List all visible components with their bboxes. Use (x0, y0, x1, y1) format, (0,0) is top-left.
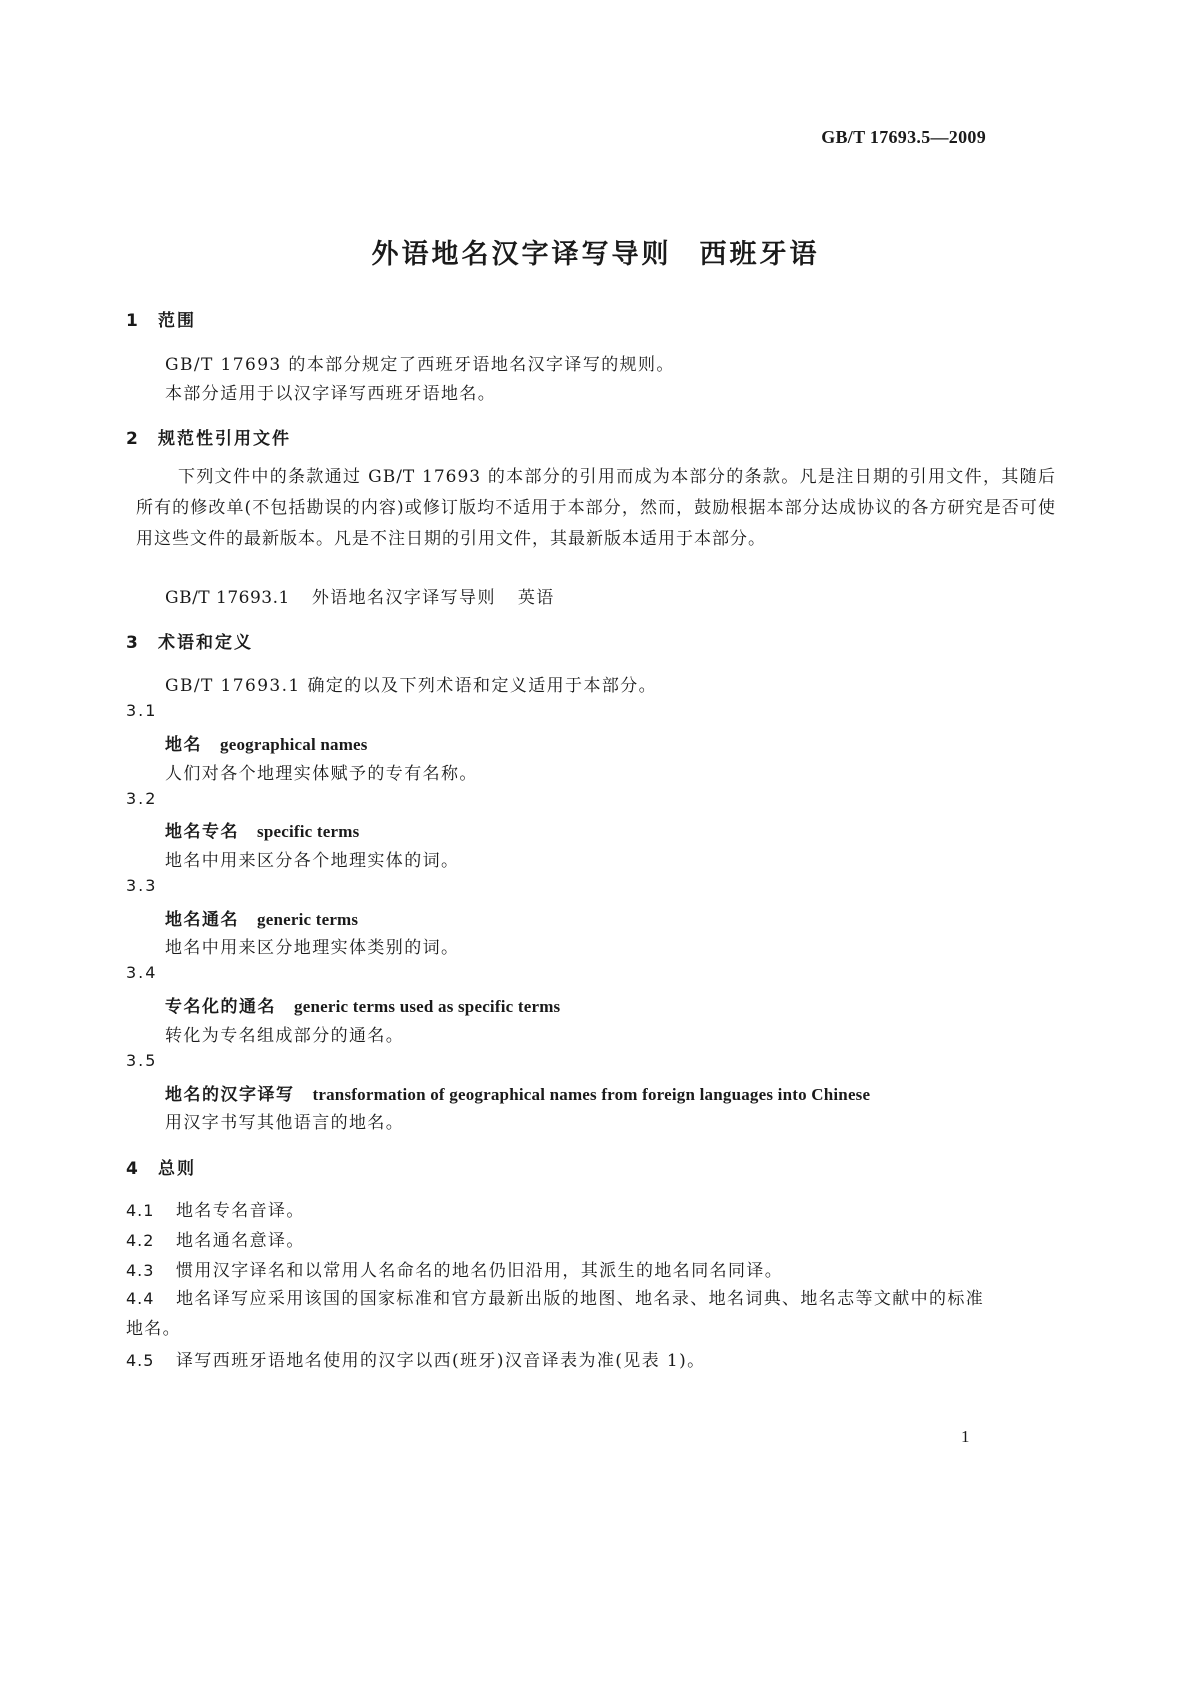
reference-title-main: 外语地名汉字译写导则 (311, 588, 496, 608)
term-definition: 人们对各个地理实体赋予的专有名称。 (165, 764, 478, 784)
normative-reference (165, 583, 555, 608)
general-rule-item: 4.1 地名专名音译。 (126, 1201, 305, 1221)
section-3-heading: 3 术语和定义 (126, 633, 253, 653)
section-1-para-1: GB/T 17693 的本部分规定了西班牙语地名汉字译写的规则。 (165, 355, 675, 375)
section-4-heading: 4 总则 (126, 1159, 196, 1179)
document-title (0, 232, 1191, 271)
term-heading: 地名的汉字译写 transformation of geographical names from foreign languages into Chinese (165, 1085, 871, 1105)
term-number: 3.3 (126, 876, 158, 895)
term-number: 3.1 (126, 701, 158, 720)
term-number: 3.5 (126, 1051, 158, 1070)
term-heading: 地名 geographical names (165, 735, 368, 755)
standard-code: GB/T 17693.5—2009 (821, 127, 986, 147)
title-main: 外语地名汉字译写导则 (371, 239, 672, 270)
term-heading: 地名专名 specific terms (165, 822, 360, 842)
title-sub: 西班牙语 (699, 239, 820, 270)
general-rule-item: 4.4 地名译写应采用该国的国家标准和官方最新出版的地图、地名录、地名词典、地名志等文献中的标准地名。 (126, 1289, 984, 1339)
term-heading: 地名通名 generic terms (165, 910, 359, 930)
term-definition: 地名中用来区分地理实体类别的词。 (165, 938, 460, 958)
page-number: 1 (961, 1427, 970, 1446)
section-1-heading: 1 范围 (126, 311, 196, 331)
section-3-intro: GB/T 17693.1 确定的以及下列术语和定义适用于本部分。 (165, 676, 658, 696)
term-definition: 转化为专名组成部分的通名。 (165, 1026, 405, 1046)
term-number: 3.2 (126, 789, 158, 808)
section-2-para-1: 下列文件中的条款通过 GB/T 17693 的本部分的引用而成为本部分的条款。凡是注日期的引用文件，其随后所有的修改单(不包括勘误的内容)或修订版均不适用于本部分，然而，鼓励根据本部分达成协议的各方研究是否可使用这些文件的最新版本。凡是不注日期的引用文件，其最新版本适用于本部分。 (136, 467, 1056, 549)
general-rule-item: 4.3 惯用汉字译名和以常用人名命名的地名仍旧沿用，其派生的地名同名同译。 (126, 1261, 784, 1281)
reference-code: GB/T 17693.1 (165, 588, 290, 608)
term-definition: 用汉字书写其他语言的地名。 (165, 1113, 405, 1133)
section-2-heading: 2 规范性引用文件 (126, 429, 291, 449)
reference-title-sub: 英语 (517, 588, 555, 608)
general-rule-item: 4.2 地名通名意译。 (126, 1231, 305, 1251)
term-heading: 专名化的通名 generic terms used as specific terms (165, 997, 561, 1017)
term-definition: 地名中用来区分各个地理实体的词。 (165, 851, 460, 871)
term-number: 3.4 (126, 963, 158, 982)
section-1-para-2: 本部分适用于以汉字译写西班牙语地名。 (165, 384, 497, 404)
general-rule-item: 4.5 译写西班牙语地名使用的汉字以西(班牙)汉音译表为准(见表 1)。 (126, 1351, 706, 1371)
